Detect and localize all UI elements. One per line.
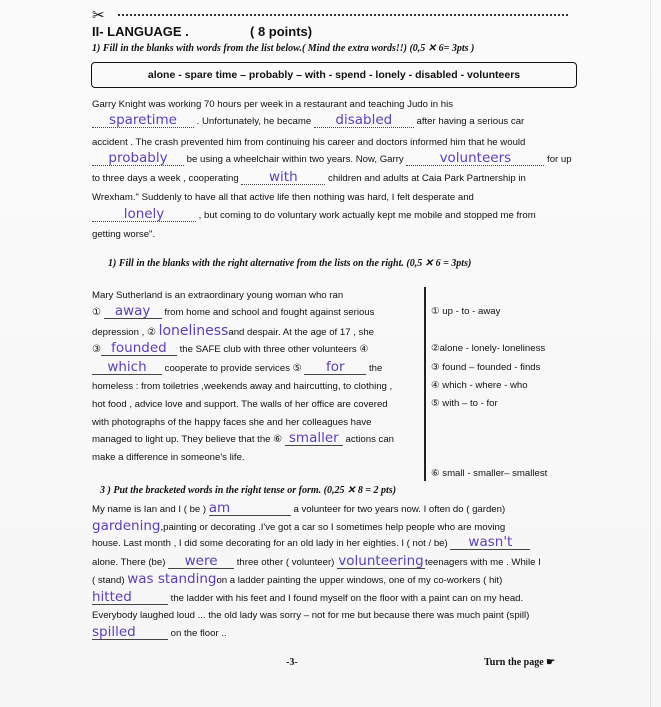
text-segment: house. Last month , I did some decorating for an old lady in her eighties. I ( not / be) [92,538,448,549]
section-title: II- LANGUAGE . [92,24,189,39]
answer-blank[interactable]: hitted [92,590,168,605]
pointing-hand-icon: ☛ [546,657,556,668]
part1-line-7 [92,206,536,226]
part2-line-5 [92,359,382,379]
text-segment: and despair. At the age of 17 , she [228,327,374,338]
text-segment: be using a wheelchair within two years. Now, Garry [186,154,404,165]
part1-line-6: Wrexham." Suddenly to have all that active life then nothing was hard, I felt desperate and [92,192,474,203]
text-segment: teenagers with me . While I [425,557,541,568]
blank-marker: ⑤ [292,363,302,374]
column-divider [424,287,426,481]
text-segment: , but coming to do voluntary work actually kept me mobile and stopped me from [198,210,536,221]
blank-marker: ③ [92,344,101,355]
part1-instruction: 1) Fill in the blanks with words from the list below.( Mind the extra words!!) (0,5 ✕ 6= 3pts ) [92,43,475,54]
text-segment: children and adults at Caia Park Partnership in [328,173,526,184]
part2-line-8: with photographs of the happy faces she and her colleagues have [92,417,372,428]
blank-marker: ⑥ [273,434,283,445]
turn-page-note [484,657,555,668]
option-2: ②alone - lonely- loneliness [431,343,546,354]
part1-line-1: Garry Knight was working 70 hours per week in a restaurant and teaching Judo in his [92,99,454,110]
part2-instruction: 1) Fill in the blanks with the right alternative from the lists on the right. (0,5 ✕ 6 = 3pts) [108,258,472,269]
part1-line-2 [92,112,524,132]
section-points: ( 8 points) [250,24,313,39]
text-segment: from home and school and fought against serious [164,307,375,318]
text-segment: the SAFE club with three other volunteers [179,344,357,355]
answer-blank[interactable]: which [92,360,162,375]
text-segment: cooperate to provide services [164,363,290,374]
part2-line-6: homeless : from toiletries ,weekends away and haircutting, to clothing , [92,381,393,392]
turn-page-text: Turn the page [484,657,544,668]
cut-line [118,14,568,16]
part3-line-3 [92,534,530,554]
answer-blank[interactable]: were [168,554,234,569]
option-1: ① up - to - away [431,306,501,317]
answer-blank[interactable]: lonely [92,207,196,222]
part1-line-8: getting worse". [92,229,156,240]
answer-blank[interactable]: volunteering [338,553,424,569]
answer-blank[interactable]: disabled [314,113,414,128]
answer-blank[interactable]: founded [101,341,177,356]
answer-blank[interactable]: smaller [285,431,343,446]
blank-marker: ② [146,327,156,338]
answer-blank[interactable]: volunteers [406,151,544,166]
word-list-box: alone - spare time – probably – with - spend - lonely - disabled - volunteers [91,62,577,88]
part1-line-3: accident . The crash prevented him from continuing his career and doctors informed him that he would [92,137,526,148]
part2-line-4 [92,340,368,360]
part3-line-7: Everybody laughed loud ... the old lady was sorry – not for me but because there was much paint (spill) [92,610,530,621]
part1-line-4 [92,150,572,170]
part3-instruction: 3 ) Put the bracketed words in the right tense or form. (0,25 ✕ 8 = 2 pts) [100,485,397,496]
part2-line-1: Mary Sutherland is an extraordinary young woman who ran [92,290,344,301]
answer-blank[interactable]: loneliness [158,323,229,339]
part3-line-5 [92,570,502,591]
text-segment: for up [547,154,572,165]
answer-blank[interactable]: spilled [92,625,168,640]
text-segment: depression , [92,327,145,338]
answer-blank[interactable]: with [241,170,325,185]
scissors-icon: ✂ [92,7,105,24]
blank-marker: ① [92,307,101,318]
option-4: ④ which - where - who [431,380,528,391]
page-edge-line [650,0,651,707]
text-segment: three other ( volunteer) [236,557,335,568]
answer-blank[interactable]: gardening [92,518,161,534]
option-6: ⑥ small - smaller– smallest [431,468,548,479]
part1-line-5 [92,169,526,189]
answer-blank[interactable]: away [104,304,162,319]
option-5: ⑤ with – to - for [431,398,498,409]
text-segment: a volunteer for two years now. I often do ( garden) [293,504,506,515]
answer-blank[interactable]: sparetime [92,113,194,128]
text-segment: to three days a week , cooperating [92,173,239,184]
text-segment: managed to light up. They believe that the [92,434,271,445]
text-segment: actions can [345,434,395,445]
page-number: -3- [286,657,298,668]
answer-blank[interactable]: probably [92,151,184,166]
text-segment: ,painting or decorating .I've got a car so I sometimes help people who are moving [160,522,506,533]
text-segment: . Unfortunately, he became [196,116,312,127]
part2-line-2 [92,303,374,323]
part2-line-9 [92,430,394,450]
answer-blank[interactable]: for [304,360,366,375]
text-segment: on a ladder painting the upper windows, one of my co-workers ( hit) [216,575,503,586]
text-segment: ( stand) [92,575,125,586]
part3-line-8 [92,624,227,644]
text-segment: after having a serious car [416,116,525,127]
answer-blank[interactable]: am [209,501,291,516]
option-3: ③ found – founded - finds [431,362,541,373]
text-segment: the ladder with his feet and I found myself on the floor with a paint can on my head. [170,593,524,604]
text-segment: alone. There (be) [92,557,166,568]
text-segment: My name is Ian and I ( be ) [92,504,207,515]
blank-marker: ④ [359,344,369,355]
part2-line-7: hot food , advice love and support. The walls of her office are covered [92,399,388,410]
part2-line-10: make a difference in someone's life. [92,452,245,463]
answer-blank[interactable]: wasn't [450,535,530,550]
answer-blank[interactable]: was standing [127,571,217,587]
text-segment: on the floor .. [170,628,227,639]
text-segment: the [368,363,383,374]
